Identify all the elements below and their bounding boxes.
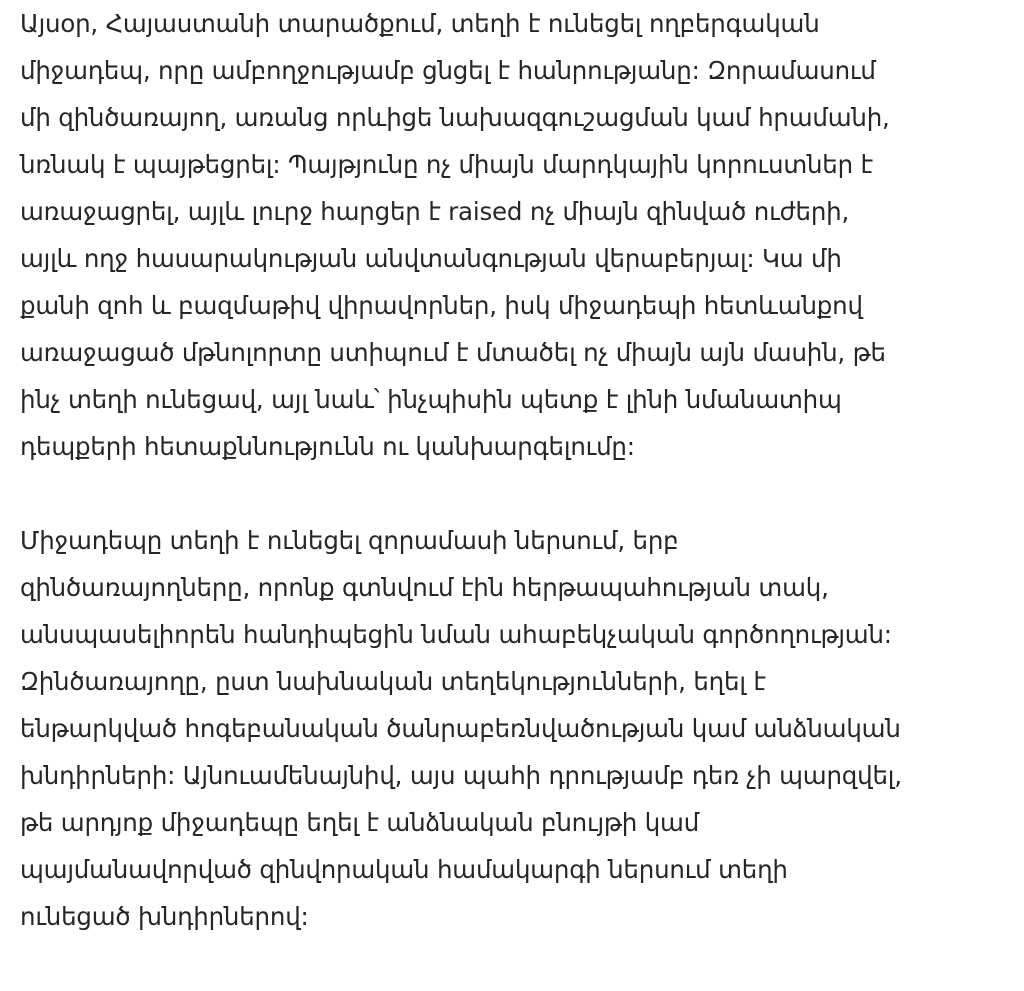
text-line: Միջադեպը տեղի է ունեցել զորամասի ներսում, երբ: [20, 526, 679, 555]
text-line: Զինծառայողը, ըստ նախնական տեղեկությունների, եղել է: [20, 667, 766, 696]
paragraph-spacer: [20, 470, 1020, 517]
text-line: նռնակ է պայթեցրել: Պայթյունը ոչ միայն մարդկային կորուստներ է: [20, 150, 873, 179]
text-line: ենթարկված հոգեբանական ծանրաբեռնվածության կամ անձնական: [20, 714, 901, 743]
text-line: քանի զոհ և բազմաթիվ վիրավորներ, իսկ միջադեպի հետևանքով: [20, 291, 863, 320]
text-line: այլև ողջ հասարակության անվտանգության վերաբերյալ: Կա մի: [20, 244, 842, 273]
text-line: պայմանավորված զինվորական համակարգի ներսում տեղի: [20, 855, 788, 884]
text-line: Այսօր, Հայաստանի տարածքում, տեղի է ունեցել ողբերգական: [20, 9, 820, 38]
text-line: անսպասելիորեն հանդիպեցին նման ահաբեկչական գործողության:: [20, 620, 892, 649]
text-line: դեպքերի հետաքննությունն ու կանխարգելումը:: [20, 432, 635, 461]
article-body: [20, 0, 1020, 940]
paragraph-2: [20, 517, 1020, 940]
text-line: ինչ տեղի ունեցավ, այլ նաև՝ ինչպիսին պետք է լինի նմանատիպ: [20, 385, 842, 414]
text-line: միջադեպ, որը ամբողջությամբ ցնցել է հանրությանը: Զորամասում: [20, 56, 876, 85]
text-line: առաջացած մթնոլորտը ստիպում է մտածել ոչ միայն այն մասին, թե: [20, 338, 886, 367]
text-line: զինծառայողները, որոնք գտնվում էին հերթապահության տակ,: [20, 573, 829, 602]
paragraph-1: [20, 0, 1020, 470]
text-line: թե արդյոք միջադեպը եղել է անձնական բնույթի կամ: [20, 808, 700, 837]
text-line: մի զինծառայող, առանց որևիցե նախազգուշացման կամ հրամանի,: [20, 103, 890, 132]
text-line: խնդիրների: Այնուամենայնիվ, այս պահի դրությամբ դեռ չի պարզվել,: [20, 761, 902, 790]
text-line: առաջացրել, այլև լուրջ հարցեր է raised ոչ միայն զինված ուժերի,: [20, 197, 850, 226]
text-line: ունեցած խնդիրներով:: [20, 902, 309, 931]
